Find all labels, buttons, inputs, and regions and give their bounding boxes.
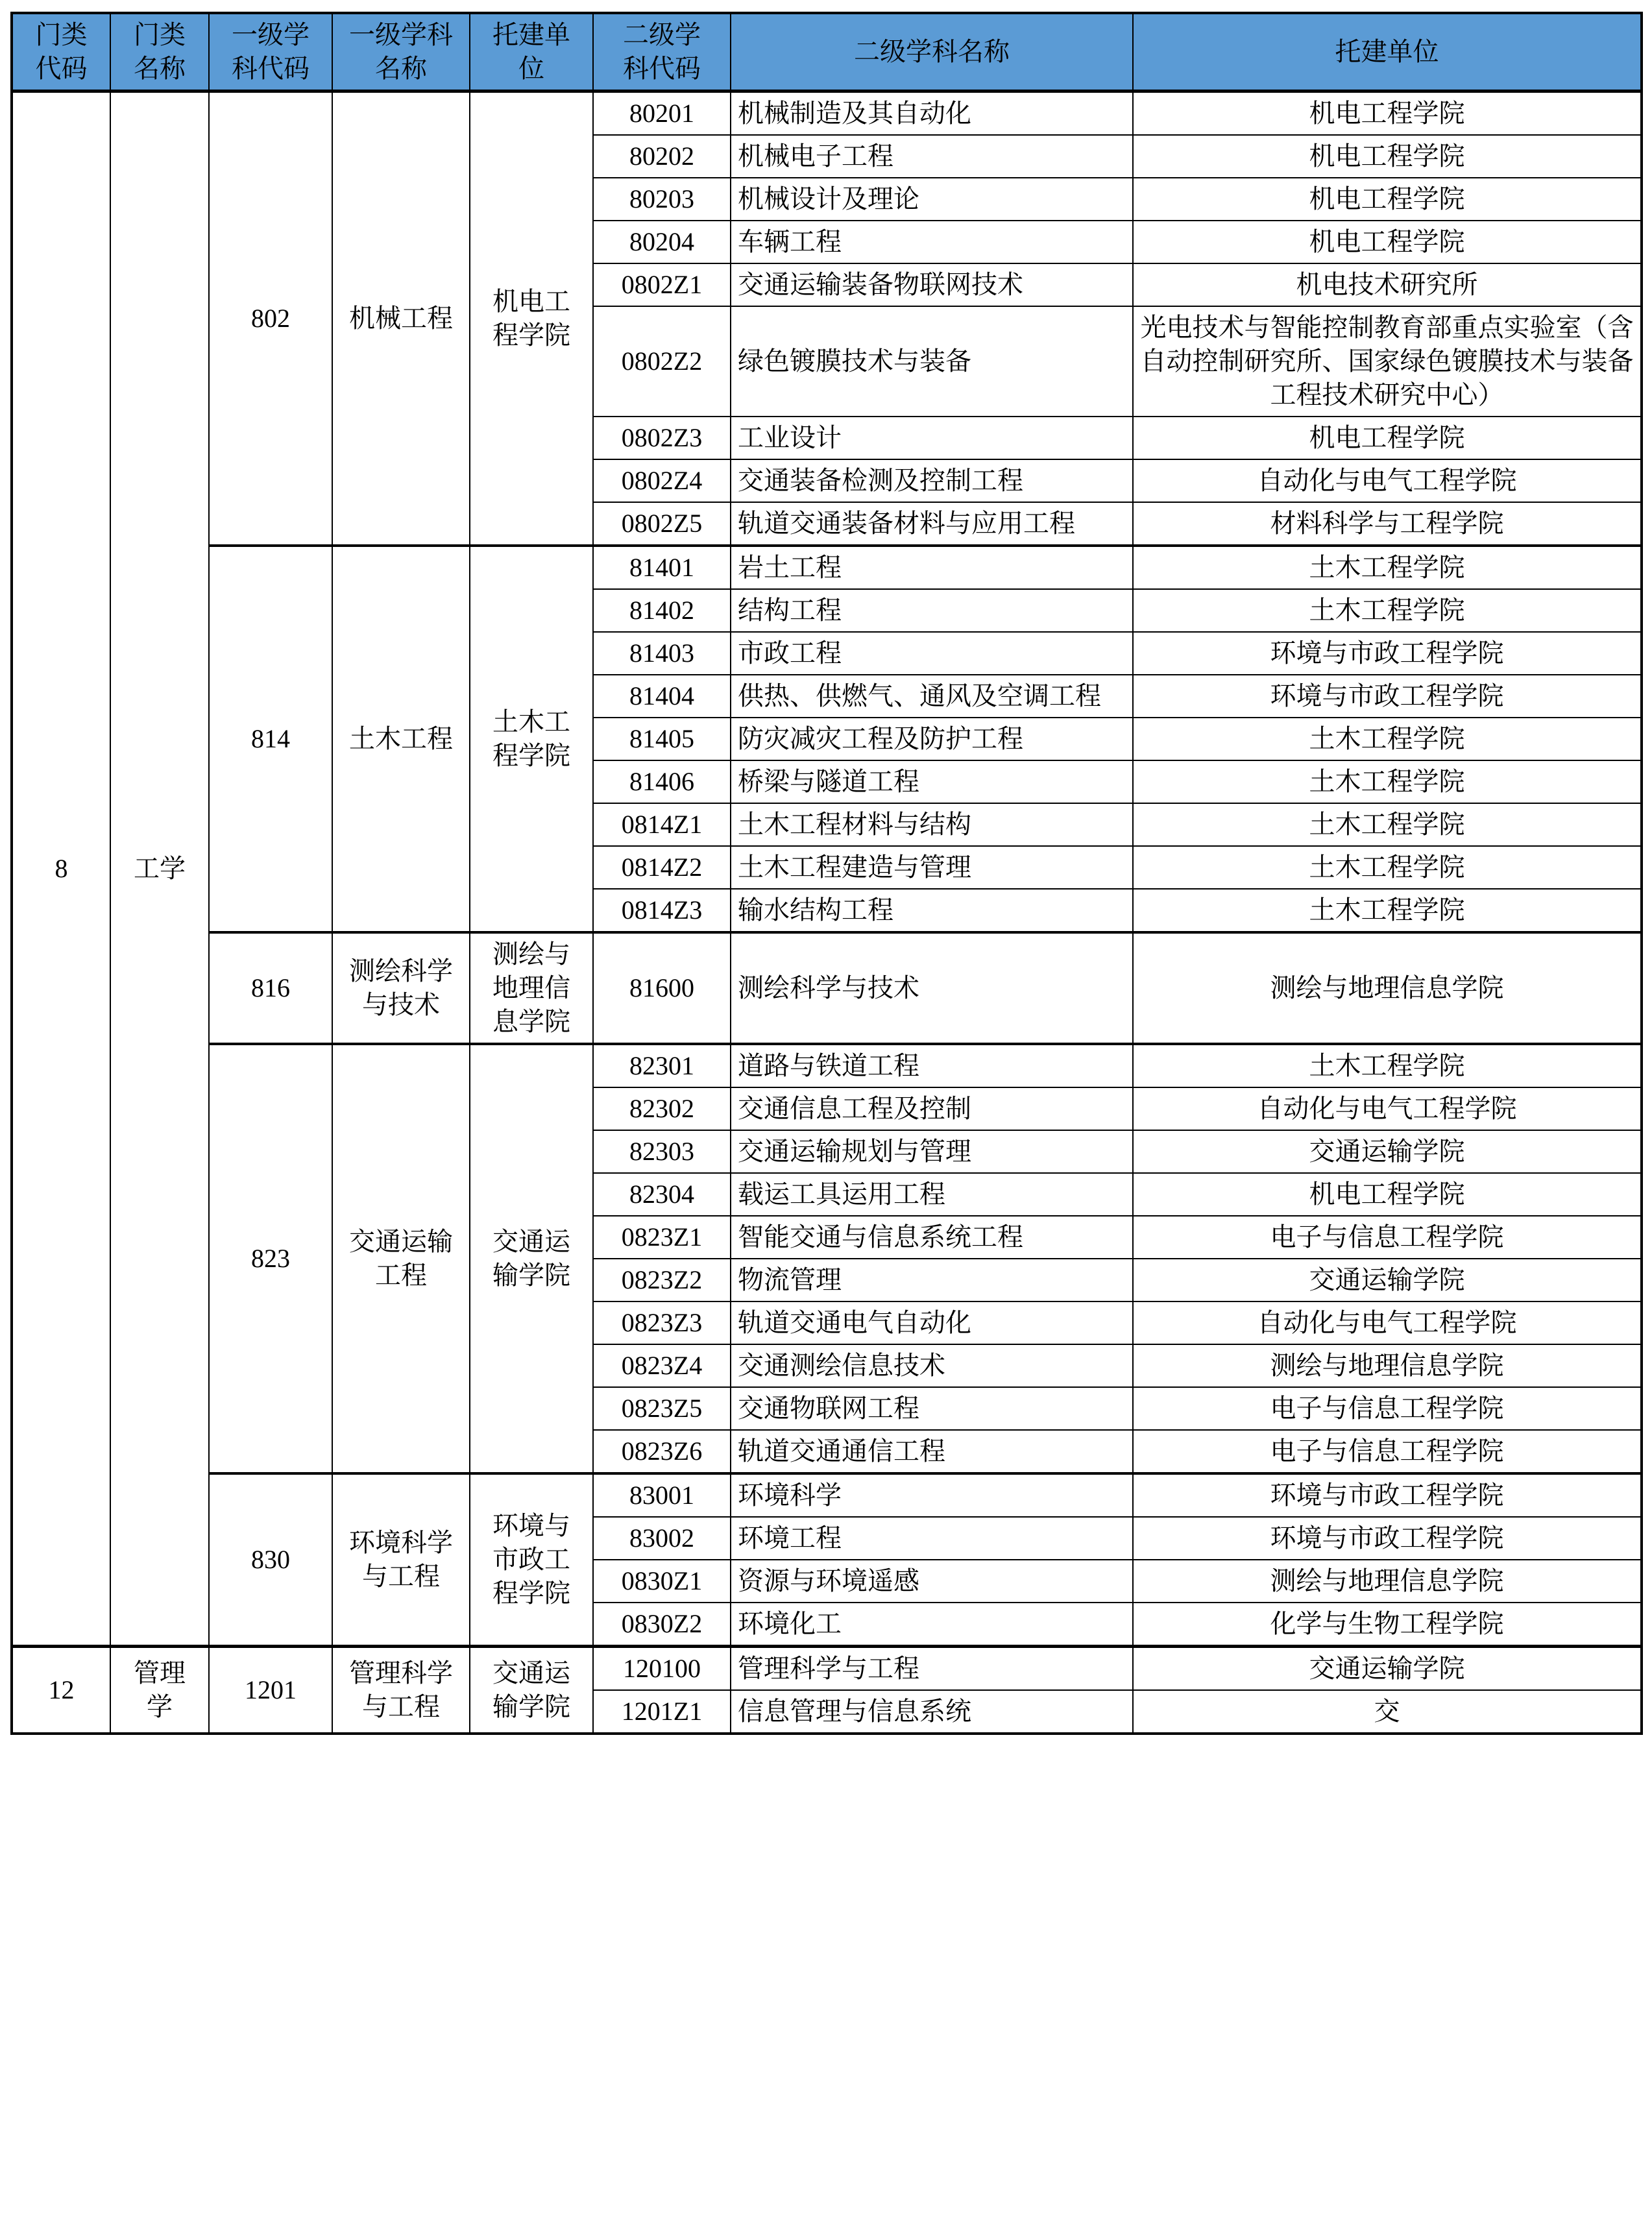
cell-second-level-name: 交通物联网工程 (731, 1387, 1133, 1430)
cell-second-level-unit: 机电工程学院 (1133, 178, 1642, 221)
cell-second-level-code: 81403 (593, 632, 731, 675)
cell-second-level-unit: 机电技术研究所 (1133, 263, 1642, 306)
cell-category-code: 12 (12, 1647, 110, 1734)
cell-first-level-unit: 交通运 输学院 (470, 1044, 593, 1473)
cell-second-level-name: 结构工程 (731, 589, 1133, 632)
cell-second-level-unit: 环境与市政工程学院 (1133, 1473, 1642, 1517)
cell-first-level-code: 814 (209, 546, 332, 932)
cell-second-level-name: 信息管理与信息系统 (731, 1690, 1133, 1734)
discipline-catalog-table (10, 12, 1643, 1735)
cell-first-level-name: 土木工程 (332, 546, 470, 932)
cell-second-level-unit: 测绘与地理信息学院 (1133, 1344, 1642, 1387)
cell-second-level-unit: 电子与信息工程学院 (1133, 1387, 1642, 1430)
cell-second-level-unit: 交通运输学院 (1133, 1130, 1642, 1173)
cell-second-level-code: 0814Z3 (593, 889, 731, 932)
cell-second-level-code: 0802Z3 (593, 417, 731, 459)
cell-second-level-unit: 土木工程学院 (1133, 1044, 1642, 1087)
cell-first-level-name: 测绘科学 与技术 (332, 932, 470, 1044)
cell-second-level-name: 输水结构工程 (731, 889, 1133, 932)
cell-second-level-unit: 机电工程学院 (1133, 1173, 1642, 1216)
cell-second-level-code: 0830Z2 (593, 1603, 731, 1647)
cell-second-level-code: 81600 (593, 932, 731, 1044)
cell-second-level-code: 0823Z5 (593, 1387, 731, 1430)
cell-second-level-unit: 机电工程学院 (1133, 221, 1642, 263)
cell-second-level-code: 0823Z1 (593, 1216, 731, 1259)
table-row (12, 932, 1642, 1044)
cell-second-level-code: 0802Z4 (593, 459, 731, 502)
cell-second-level-unit: 材料科学与工程学院 (1133, 502, 1642, 546)
cell-second-level-unit: 自动化与电气工程学院 (1133, 1087, 1642, 1130)
cell-second-level-name: 土木工程建造与管理 (731, 846, 1133, 889)
cell-first-level-unit: 环境与 市政工 程学院 (470, 1473, 593, 1647)
cell-category-name: 管理 学 (110, 1647, 209, 1734)
cell-second-level-unit: 光电技术与智能控制教育部重点实验室（含自动控制研究所、国家绿色镀膜技术与装备工程技术研究中心） (1133, 306, 1642, 417)
cell-second-level-code: 81406 (593, 760, 731, 803)
cell-second-level-name: 土木工程材料与结构 (731, 803, 1133, 846)
cell-second-level-code: 0802Z5 (593, 502, 731, 546)
cell-second-level-unit: 自动化与电气工程学院 (1133, 459, 1642, 502)
cell-second-level-name: 机械设计及理论 (731, 178, 1133, 221)
cell-second-level-code: 0802Z2 (593, 306, 731, 417)
cell-second-level-name: 机械电子工程 (731, 135, 1133, 178)
cell-second-level-name: 机械制造及其自动化 (731, 91, 1133, 136)
table-row (12, 1647, 1642, 1691)
cell-second-level-name: 交通信息工程及控制 (731, 1087, 1133, 1130)
cell-second-level-code: 0823Z2 (593, 1259, 731, 1301)
cell-second-level-code: 81401 (593, 546, 731, 589)
cell-second-level-code: 82304 (593, 1173, 731, 1216)
header-row (12, 13, 1642, 91)
cell-second-level-code: 0823Z3 (593, 1301, 731, 1344)
header-men-code: 门类 代码 (12, 13, 110, 91)
cell-second-level-unit: 土木工程学院 (1133, 589, 1642, 632)
cell-second-level-unit: 自动化与电气工程学院 (1133, 1301, 1642, 1344)
cell-second-level-code: 80201 (593, 91, 731, 136)
cell-second-level-unit: 土木工程学院 (1133, 803, 1642, 846)
cell-second-level-name: 市政工程 (731, 632, 1133, 675)
cell-second-level-unit: 环境与市政工程学院 (1133, 632, 1642, 675)
cell-first-level-code: 1201 (209, 1647, 332, 1734)
cell-second-level-name: 环境化工 (731, 1603, 1133, 1647)
cell-second-level-name: 轨道交通通信工程 (731, 1430, 1133, 1473)
cell-first-level-name: 交通运输 工程 (332, 1044, 470, 1473)
cell-second-level-code: 82302 (593, 1087, 731, 1130)
cell-second-level-name: 工业设计 (731, 417, 1133, 459)
cell-second-level-name: 轨道交通电气自动化 (731, 1301, 1133, 1344)
cell-second-level-code: 0823Z4 (593, 1344, 731, 1387)
cell-second-level-name: 智能交通与信息系统工程 (731, 1216, 1133, 1259)
cell-second-level-code: 81404 (593, 675, 731, 718)
header-l1-name: 一级学科 名称 (332, 13, 470, 91)
cell-second-level-code: 1201Z1 (593, 1690, 731, 1734)
cell-second-level-name: 绿色镀膜技术与装备 (731, 306, 1133, 417)
cell-second-level-name: 道路与铁道工程 (731, 1044, 1133, 1087)
cell-second-level-unit: 交通运输学院 (1133, 1647, 1642, 1691)
header-men-name: 门类 名称 (110, 13, 209, 91)
cell-second-level-name: 环境科学 (731, 1473, 1133, 1517)
cell-second-level-unit: 土木工程学院 (1133, 546, 1642, 589)
cell-second-level-unit: 交通运输学院 (1133, 1259, 1642, 1301)
cell-second-level-name: 防灾减灾工程及防护工程 (731, 718, 1133, 760)
table-row (12, 546, 1642, 589)
header-l2-unit: 托建单位 (1133, 13, 1642, 91)
cell-second-level-name: 供热、供燃气、通风及空调工程 (731, 675, 1133, 718)
cell-second-level-code: 80203 (593, 178, 731, 221)
cell-second-level-unit: 机电工程学院 (1133, 135, 1642, 178)
cell-first-level-unit: 交通运 输学院 (470, 1647, 593, 1734)
cell-first-level-unit: 测绘与 地理信 息学院 (470, 932, 593, 1044)
cell-first-level-name: 机械工程 (332, 91, 470, 546)
table-header (12, 13, 1642, 91)
cell-second-level-name: 桥梁与隧道工程 (731, 760, 1133, 803)
cell-second-level-code: 0802Z1 (593, 263, 731, 306)
cell-second-level-code: 83002 (593, 1517, 731, 1560)
cell-second-level-unit: 机电工程学院 (1133, 91, 1642, 136)
cell-second-level-code: 0823Z6 (593, 1430, 731, 1473)
cell-second-level-code: 80204 (593, 221, 731, 263)
table-row (12, 1473, 1642, 1517)
cell-second-level-code: 0814Z2 (593, 846, 731, 889)
cell-second-level-unit: 测绘与地理信息学院 (1133, 1560, 1642, 1603)
cell-second-level-name: 交通运输规划与管理 (731, 1130, 1133, 1173)
cell-second-level-name: 测绘科学与技术 (731, 932, 1133, 1044)
header-l2-name: 二级学科名称 (731, 13, 1133, 91)
cell-second-level-code: 83001 (593, 1473, 731, 1517)
header-l1-unit: 托建单 位 (470, 13, 593, 91)
cell-second-level-name: 环境工程 (731, 1517, 1133, 1560)
cell-first-level-code: 816 (209, 932, 332, 1044)
cell-first-level-code: 802 (209, 91, 332, 546)
cell-first-level-name: 管理科学 与工程 (332, 1647, 470, 1734)
cell-second-level-unit: 环境与市政工程学院 (1133, 675, 1642, 718)
cell-first-level-unit: 机电工 程学院 (470, 91, 593, 546)
cell-second-level-name: 物流管理 (731, 1259, 1133, 1301)
cell-second-level-code: 0830Z1 (593, 1560, 731, 1603)
cell-second-level-name: 载运工具运用工程 (731, 1173, 1133, 1216)
cell-second-level-name: 交通装备检测及控制工程 (731, 459, 1133, 502)
header-l1-code: 一级学 科代码 (209, 13, 332, 91)
cell-second-level-unit: 土木工程学院 (1133, 846, 1642, 889)
cell-second-level-unit: 机电工程学院 (1133, 417, 1642, 459)
cell-second-level-code: 120100 (593, 1647, 731, 1691)
cell-second-level-unit: 电子与信息工程学院 (1133, 1216, 1642, 1259)
table-body (12, 91, 1642, 1734)
cell-category-code: 8 (12, 91, 110, 1647)
table-row (12, 1044, 1642, 1087)
cell-second-level-unit: 测绘与地理信息学院 (1133, 932, 1642, 1044)
cell-second-level-unit: 化学与生物工程学院 (1133, 1603, 1642, 1647)
cell-second-level-name: 车辆工程 (731, 221, 1133, 263)
cell-second-level-code: 80202 (593, 135, 731, 178)
cell-second-level-name: 管理科学与工程 (731, 1647, 1133, 1691)
cell-second-level-name: 岩土工程 (731, 546, 1133, 589)
cell-second-level-name: 轨道交通装备材料与应用工程 (731, 502, 1133, 546)
cell-first-level-code: 823 (209, 1044, 332, 1473)
cell-second-level-name: 交通运输装备物联网技术 (731, 263, 1133, 306)
cell-second-level-code: 81405 (593, 718, 731, 760)
cell-second-level-unit: 土木工程学院 (1133, 889, 1642, 932)
cell-first-level-unit: 土木工 程学院 (470, 546, 593, 932)
table-row (12, 91, 1642, 136)
cell-second-level-unit: 土木工程学院 (1133, 718, 1642, 760)
cell-second-level-code: 82303 (593, 1130, 731, 1173)
cell-second-level-unit: 环境与市政工程学院 (1133, 1517, 1642, 1560)
cell-second-level-code: 81402 (593, 589, 731, 632)
cell-category-name: 工学 (110, 91, 209, 1647)
cell-second-level-code: 0814Z1 (593, 803, 731, 846)
cell-second-level-name: 交通测绘信息技术 (731, 1344, 1133, 1387)
cell-second-level-name: 资源与环境遥感 (731, 1560, 1133, 1603)
cell-first-level-name: 环境科学 与工程 (332, 1473, 470, 1647)
header-l2-code: 二级学 科代码 (593, 13, 731, 91)
cell-second-level-code: 82301 (593, 1044, 731, 1087)
cell-second-level-unit: 交 (1133, 1690, 1642, 1734)
cell-second-level-unit: 土木工程学院 (1133, 760, 1642, 803)
cell-second-level-unit: 电子与信息工程学院 (1133, 1430, 1642, 1473)
cell-first-level-code: 830 (209, 1473, 332, 1647)
